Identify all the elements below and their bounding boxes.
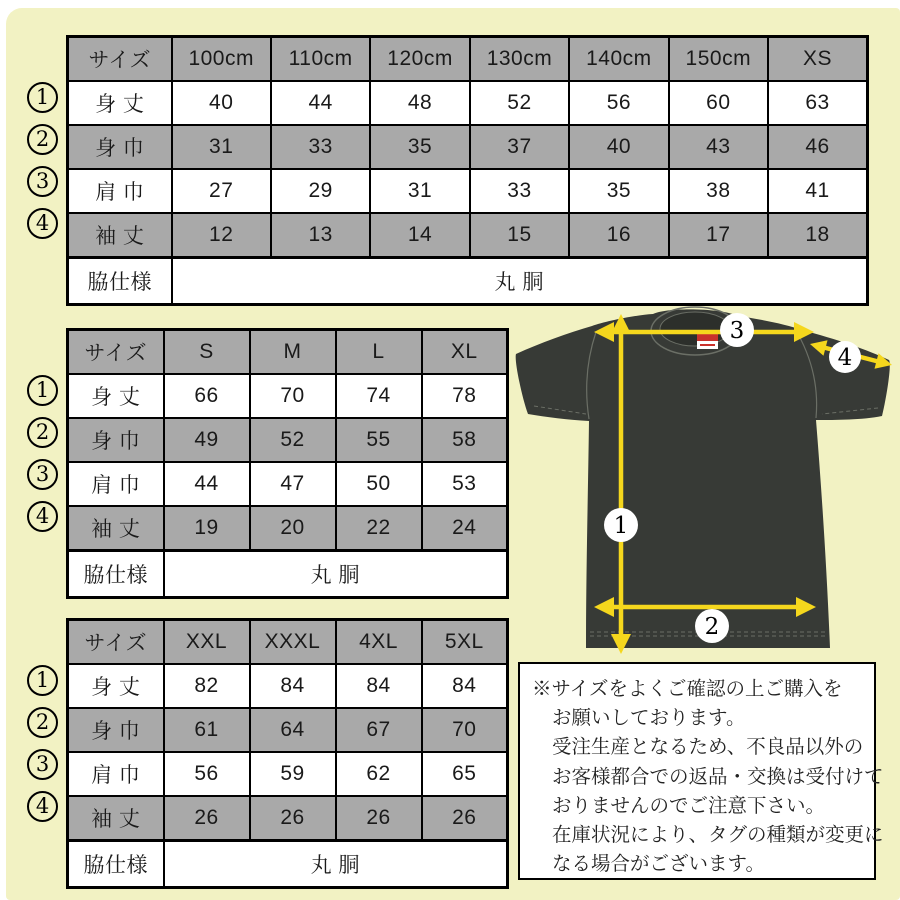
side-spec-row <box>68 841 508 888</box>
size-value-cell: 16 <box>569 213 668 258</box>
measurement-row-label: 袖 丈 <box>68 213 172 258</box>
size-label-header: サイズ <box>68 330 164 375</box>
size-column-header: 4XL <box>336 620 422 665</box>
size-value-cell: 22 <box>336 506 422 551</box>
size-column-header: L <box>336 330 422 375</box>
brand-tag <box>697 332 718 349</box>
size-value-cell: 49 <box>164 418 250 462</box>
side-spec-value: 丸 胴 <box>164 551 508 598</box>
tshirt-measurement-diagram <box>506 304 898 658</box>
notice-text: 受注生産となるため、不良品以外の <box>552 736 864 759</box>
size-value-cell: 47 <box>250 462 336 506</box>
row-marker-circle-1: 1 <box>27 665 58 696</box>
size-value-cell: 35 <box>569 169 668 213</box>
size-value-cell: 50 <box>336 462 422 506</box>
size-value-cell: 40 <box>569 125 668 169</box>
size-value-cell: 24 <box>422 506 508 551</box>
diagram-marker-3: 3 <box>729 318 745 344</box>
size-value-cell: 61 <box>164 708 250 752</box>
size-column-header: M <box>250 330 336 375</box>
size-value-cell: 26 <box>422 796 508 841</box>
row-marker-circle-3: 3 <box>27 459 58 490</box>
notice-text: お客様都合での返品・交換は受付けて <box>552 765 884 788</box>
measurement-row-label: 身 巾 <box>68 708 164 752</box>
collar-neck-opening <box>660 312 730 346</box>
side-spec-label: 脇仕様 <box>68 841 164 888</box>
size-value-cell: 35 <box>370 125 469 169</box>
size-value-cell: 70 <box>250 374 336 418</box>
side-spec-label: 脇仕様 <box>68 551 164 598</box>
size-value-cell: 62 <box>336 752 422 796</box>
measurement-row-label: 身 丈 <box>68 664 164 708</box>
size-value-cell: 53 <box>422 462 508 506</box>
measurement-row <box>68 125 868 169</box>
size-value-cell: 63 <box>768 81 867 125</box>
measurement-row-label: 袖 丈 <box>68 796 164 841</box>
kids-size-table <box>66 35 869 306</box>
size-value-cell: 40 <box>172 81 271 125</box>
size-value-cell: 59 <box>250 752 336 796</box>
measurement-row <box>68 752 508 796</box>
row-marker-circle-1: 1 <box>27 82 58 113</box>
size-value-cell: 27 <box>172 169 271 213</box>
size-value-cell: 82 <box>164 664 250 708</box>
notice-text: ※サイズをよくご確認の上ご購入を <box>532 678 843 700</box>
size-value-cell: 74 <box>336 374 422 418</box>
size-column-header: S <box>164 330 250 375</box>
size-column-header: XXXL <box>250 620 336 665</box>
measurement-row <box>68 374 508 418</box>
row-marker-circle-3: 3 <box>27 166 58 197</box>
size-value-cell: 15 <box>470 213 569 258</box>
notice-text: 在庫状況により、タグの種類が変更に <box>552 824 884 847</box>
measurement-row-label: 身 丈 <box>68 374 164 418</box>
measurement-row <box>68 796 508 841</box>
size-value-cell: 67 <box>336 708 422 752</box>
size-value-cell: 44 <box>164 462 250 506</box>
size-value-cell: 65 <box>422 752 508 796</box>
side-spec-row <box>68 551 508 598</box>
size-column-header: XL <box>422 330 508 375</box>
row-marker-circle-2: 2 <box>27 124 58 155</box>
diagram-marker-1: 1 <box>613 513 629 539</box>
row-marker-circle-2: 2 <box>27 707 58 738</box>
size-column-header: XXL <box>164 620 250 665</box>
size-value-cell: 26 <box>336 796 422 841</box>
measurement-row <box>68 81 868 125</box>
row-marker-circle-4: 4 <box>27 791 58 822</box>
adult-size-table <box>66 328 509 599</box>
row-marker-circle-1: 1 <box>27 375 58 406</box>
size-value-cell: 46 <box>768 125 867 169</box>
size-value-cell: 26 <box>164 796 250 841</box>
size-value-cell: 60 <box>669 81 768 125</box>
row-marker-circle-4: 4 <box>27 501 58 532</box>
size-value-cell: 31 <box>172 125 271 169</box>
size-value-cell: 58 <box>422 418 508 462</box>
size-value-cell: 84 <box>336 664 422 708</box>
side-spec-label: 脇仕様 <box>68 258 172 305</box>
measurement-row-label: 袖 丈 <box>68 506 164 551</box>
size-value-cell: 13 <box>271 213 370 258</box>
size-column-header: 120cm <box>370 37 469 82</box>
size-label-header: サイズ <box>68 37 172 82</box>
size-value-cell: 19 <box>164 506 250 551</box>
notice-text: お願いしております。 <box>552 707 746 730</box>
size-value-cell: 56 <box>569 81 668 125</box>
size-column-header: 5XL <box>422 620 508 665</box>
size-value-cell: 31 <box>370 169 469 213</box>
size-value-cell: 43 <box>669 125 768 169</box>
measurement-row <box>68 708 508 752</box>
size-value-cell: 84 <box>422 664 508 708</box>
size-value-cell: 64 <box>250 708 336 752</box>
measurement-row <box>68 506 508 551</box>
side-spec-value: 丸 胴 <box>172 258 868 305</box>
size-column-header: 100cm <box>172 37 271 82</box>
size-value-cell: 56 <box>164 752 250 796</box>
measurement-row <box>68 418 508 462</box>
size-value-cell: 52 <box>470 81 569 125</box>
measurement-row-label: 身 巾 <box>68 418 164 462</box>
size-value-cell: 38 <box>669 169 768 213</box>
size-value-cell: 84 <box>250 664 336 708</box>
measurement-row <box>68 169 868 213</box>
purchase-notice-box <box>518 662 884 880</box>
size-column-header: 130cm <box>470 37 569 82</box>
row-marker-circle-2: 2 <box>27 417 58 448</box>
size-value-cell: 29 <box>271 169 370 213</box>
side-spec-value: 丸 胴 <box>164 841 508 888</box>
size-column-header: 140cm <box>569 37 668 82</box>
size-value-cell: 18 <box>768 213 867 258</box>
measurement-row-label: 肩 巾 <box>68 752 164 796</box>
size-value-cell: 44 <box>271 81 370 125</box>
size-value-cell: 78 <box>422 374 508 418</box>
measurement-row <box>68 664 508 708</box>
row-marker-circle-4: 4 <box>27 208 58 239</box>
size-column-header: XS <box>768 37 867 82</box>
measurement-row-label: 身 巾 <box>68 125 172 169</box>
measurement-row-label: 肩 巾 <box>68 462 164 506</box>
size-value-cell: 48 <box>370 81 469 125</box>
diagram-marker-4: 4 <box>837 345 853 371</box>
measurement-row-label: 身 丈 <box>68 81 172 125</box>
measurement-row-label: 肩 巾 <box>68 169 172 213</box>
diagram-marker-2: 2 <box>704 614 720 640</box>
size-value-cell: 20 <box>250 506 336 551</box>
size-label-header: サイズ <box>68 620 164 665</box>
size-value-cell: 14 <box>370 213 469 258</box>
row-marker-circle-3: 3 <box>27 749 58 780</box>
size-value-cell: 26 <box>250 796 336 841</box>
measurement-row <box>68 213 868 258</box>
size-value-cell: 70 <box>422 708 508 752</box>
size-value-cell: 66 <box>164 374 250 418</box>
side-spec-row <box>68 258 868 305</box>
size-value-cell: 41 <box>768 169 867 213</box>
size-value-cell: 12 <box>172 213 271 258</box>
notice-text: なる場合がございます。 <box>552 853 765 876</box>
size-column-header: 150cm <box>669 37 768 82</box>
size-value-cell: 33 <box>470 169 569 213</box>
big-size-table <box>66 618 509 889</box>
size-value-cell: 37 <box>470 125 569 169</box>
size-column-header: 110cm <box>271 37 370 82</box>
size-value-cell: 52 <box>250 418 336 462</box>
size-value-cell: 17 <box>669 213 768 258</box>
size-value-cell: 55 <box>336 418 422 462</box>
measurement-row <box>68 462 508 506</box>
size-value-cell: 33 <box>271 125 370 169</box>
notice-text: おりませんのでご注意下さい。 <box>552 794 826 817</box>
